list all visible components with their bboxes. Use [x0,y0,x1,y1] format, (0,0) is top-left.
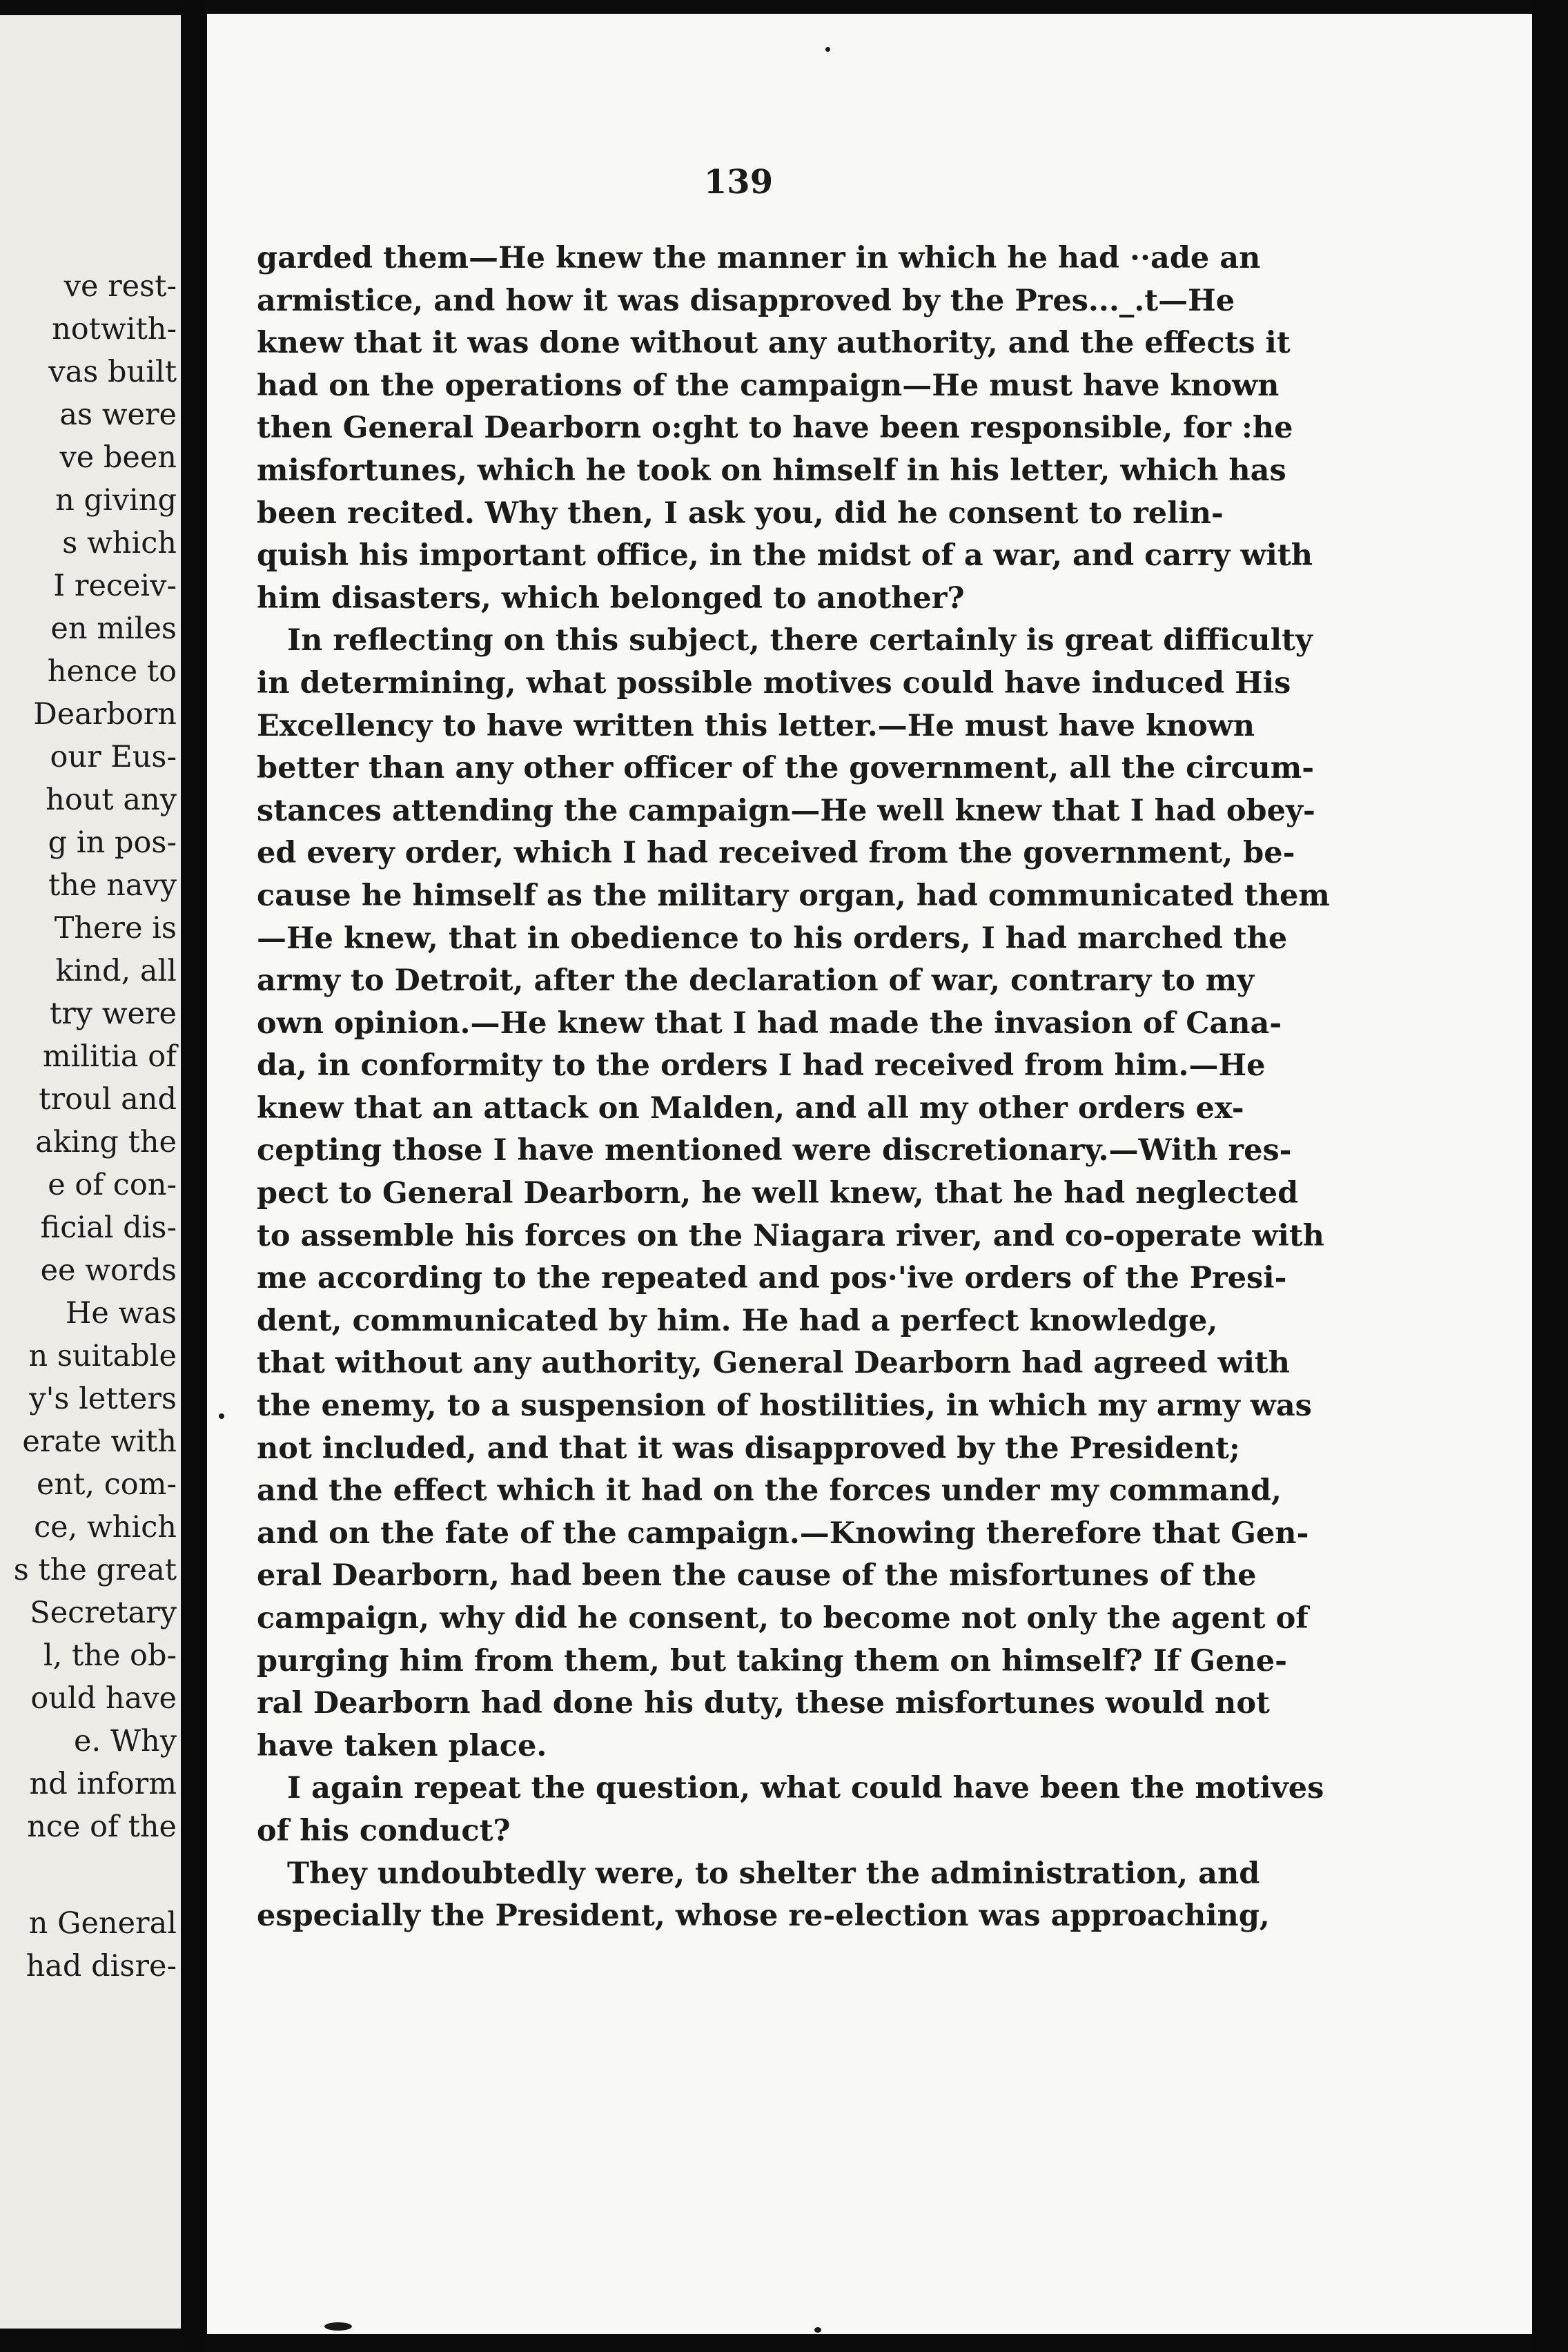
left-page-line: s which [62,526,177,560]
left-page-line: y's letters [29,1382,177,1416]
body-line: garded them—He knew the manner in which he had ··ade an [257,241,1261,275]
left-page-line: notwith- [52,312,177,346]
left-page-line: hout any [46,783,177,817]
body-line: to assemble his forces on the Niagara river, and co-operate with [257,1218,1324,1253]
left-page-line: had disre- [26,1949,177,1983]
body-text [257,237,1330,1938]
left-page-line: nce of the [27,1810,177,1844]
left-page-line: the navy [48,868,177,903]
body-line: better than any other officer of the government, all the circum- [257,751,1315,786]
left-page-line: I receiv- [53,569,177,603]
left-page-line: He was [65,1296,177,1331]
left-page-line: our Eus- [50,740,177,774]
left-page-line: aking the [35,1125,177,1159]
page-number: 139 [703,163,774,202]
left-page-line: ee words [40,1253,177,1288]
body-line: had on the operations of the campaign—He must have known [257,368,1280,403]
left-page-line: try were [49,997,177,1031]
body-line: In reflecting on this subject, there certainly is great difficulty [287,623,1313,658]
body-line: dent, communicated by him. He had a perfect knowledge, [257,1303,1218,1338]
left-page-line: vas built [48,355,177,389]
body-line: knew that an attack on Malden, and all my other orders ex- [257,1090,1244,1126]
left-page-line: n suitable [28,1339,177,1373]
left-page-line: n giving [55,483,177,518]
left-page-line: Secretary [30,1596,177,1630]
body-line: especially the President, whose re-election was approaching, [257,1899,1270,1934]
left-page-line: en miles [50,611,177,646]
body-line: been recited. Why then, I ask you, did he consent to relin- [257,496,1224,531]
body-line: cepting those I have mentioned were discretionary.—With res- [257,1133,1292,1168]
body-line: him disasters, which belonged to another? [257,580,965,616]
body-line: and on the fate of the campaign.—Knowing therefore that Gen- [257,1516,1309,1551]
body-line: armistice, and how it was disapproved by the Pres..._.t—He [257,283,1235,318]
body-line: —He knew, that in obedience to his orders, I had marched the [257,921,1288,956]
ink-speck [825,47,830,52]
body-line: own opinion.—He knew that I had made the invasion of Cana- [257,1006,1282,1041]
ink-speck [324,2322,352,2331]
ink-speck [814,2327,821,2333]
body-line: army to Detroit, after the declaration of war, contrary to my [257,963,1255,999]
body-line: that without any authority, General Dearborn had agreed with [257,1346,1291,1381]
left-page-line: erate with [22,1424,177,1459]
left-page-line: s the great [13,1553,177,1587]
left-page-line: ve been [59,440,177,475]
body-line: stances attending the campaign—He well knew that I had obey- [257,793,1315,828]
body-line: have taken place. [257,1728,547,1763]
left-page-line: ficial dis- [40,1211,177,1245]
body-line: in determining, what possible motives could have induced His [257,665,1291,700]
body-line: eral Dearborn, had been the cause of the misfortunes of the [257,1558,1257,1594]
left-page-line: e of con- [48,1168,177,1202]
body-line: They undoubtedly were, to shelter the administration, and [287,1856,1260,1891]
left-page-line: There is [54,911,177,945]
body-line: knew that it was done without any authority, and the effects it [257,326,1291,361]
left-page-line: l, the ob- [43,1638,177,1673]
left-page-line: ve rest- [63,269,177,304]
body-line: pect to General Dearborn, he well knew, that he had neglected [257,1176,1299,1211]
left-page [0,15,181,2329]
body-line: of his conduct? [257,1813,511,1848]
scan-border [1532,0,1568,2352]
body-line: quish his important office, in the midst of a war, and carry with [257,538,1313,574]
body-line: cause he himself as the military organ, had communicated them [257,878,1330,913]
body-line: ral Dearborn had done his duty, these misfortunes would not [257,1686,1270,1721]
left-page-line: hence to [47,654,177,689]
left-page-line: militia of [42,1039,177,1074]
body-line: the enemy, to a suspension of hostilities, in which my army was [257,1389,1312,1424]
left-page-line: ent, com- [36,1467,177,1502]
body-line: campaign, why did he consent, to become not only the agent of [257,1601,1309,1636]
body-line: me according to the repeated and pos·'ive orders of the Presi- [257,1261,1287,1296]
left-page-line: e. Why [74,1724,177,1758]
left-page-line: troul and [39,1082,177,1117]
left-page-line: ould have [30,1681,177,1716]
left-page-line: n General [28,1906,177,1941]
left-page-line: nd inform [29,1767,177,1801]
book-gutter [181,0,207,2352]
left-page-line: kind, all [55,954,177,988]
body-line: da, in conformity to the orders I had received from him.—He [257,1048,1266,1084]
body-line: ed every order, which I had received from the government, be- [257,836,1295,871]
body-line: I again repeat the question, what could have been the motives [287,1771,1324,1806]
body-line: Excellency to have written this letter.—He must have known [257,708,1255,743]
body-line: misfortunes, which he took on himself in his letter, which has [257,453,1286,488]
body-line: not included, and that it was disapproved by the President; [257,1431,1240,1466]
body-line: purging him from them, but taking them on himself? If Gene- [257,1643,1287,1678]
body-line: then General Dearborn o:ght to have been responsible, for :he [257,411,1293,446]
left-page-line: g in pos- [48,825,177,860]
body-line: and the effect which it had on the forces under my command, [257,1473,1282,1509]
ink-speck [219,1413,224,1419]
left-page-line: ce, which [34,1510,177,1545]
left-page-line: as were [59,398,177,432]
left-page-line: Dearborn [33,697,177,732]
